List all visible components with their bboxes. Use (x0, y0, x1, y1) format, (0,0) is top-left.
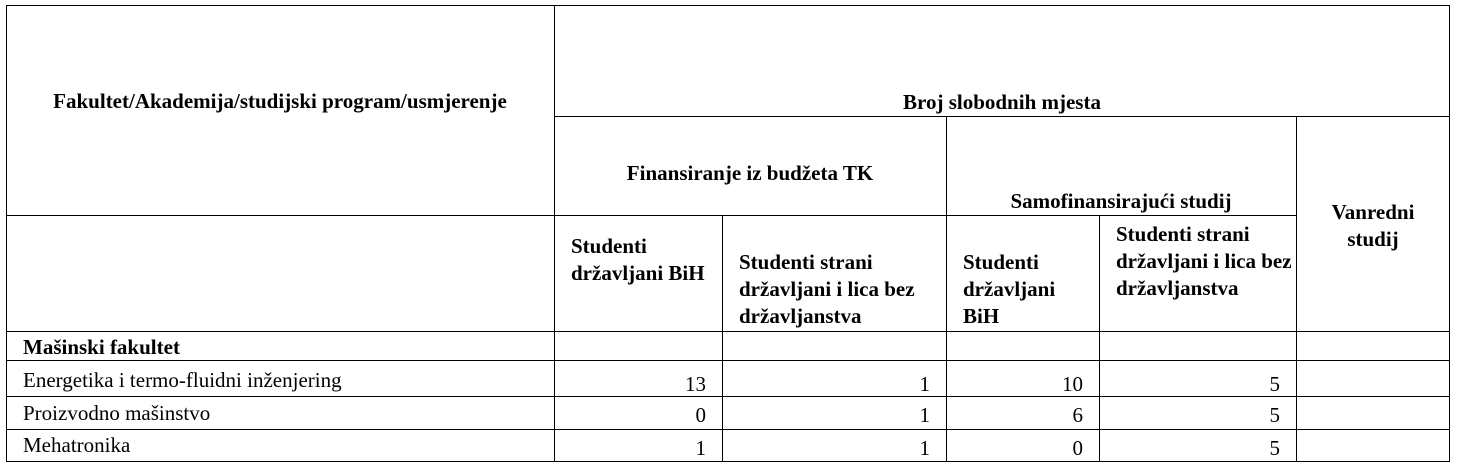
rule-under-free-places (554, 116, 1450, 117)
part-time-header: Vanredni studij (1331, 200, 1415, 251)
rule-under-faculty (6, 360, 1450, 361)
program-name: Energetika i termo-fluidni inženjering (23, 368, 342, 392)
self-financed-header: Samofinansirajući studij (1010, 189, 1232, 213)
free-places-table (6, 5, 1450, 462)
table-border-right (1449, 5, 1450, 462)
col-rule-self-end (1296, 116, 1297, 462)
free-places-header: Broj slobodnih mjesta (903, 90, 1101, 114)
budget-bih-value: 1 (695, 436, 706, 460)
budget-foreign-value: 1 (919, 372, 930, 396)
rule-row-2 (6, 429, 1450, 430)
budget-bih-value: 13 (685, 372, 706, 396)
table-border-left (6, 5, 7, 462)
program-name: Proizvodno mašinstvo (23, 401, 211, 425)
budget-foreign-value: 1 (919, 436, 930, 460)
self-foreign-value: 5 (1269, 403, 1280, 427)
self-bih-header: Studenti državljani BiH (963, 250, 1056, 328)
self-bih-value: 6 (1072, 403, 1083, 427)
rule-under-subgroups (6, 215, 1297, 216)
table-border-top (6, 5, 1450, 6)
self-bih-value: 10 (1062, 372, 1083, 396)
budget-header: Finansiranje iz budžeta TK (626, 161, 874, 185)
budget-foreign-header: Studenti strani državljani i lica bez državljanstva (739, 250, 915, 328)
budget-bih-header: Studenti državljani BiH (571, 234, 705, 285)
budget-bih-value: 0 (695, 403, 706, 427)
self-foreign-value: 5 (1269, 436, 1280, 460)
self-bih-value: 0 (1072, 436, 1083, 460)
table-border-bottom (6, 461, 1450, 462)
budget-foreign-value: 1 (919, 403, 930, 427)
self-foreign-header: Studenti strani državljani i lica bez državljanstva (1116, 222, 1292, 300)
rule-under-subheaders (6, 331, 1450, 332)
self-foreign-value: 5 (1269, 372, 1280, 396)
program-column-header: Fakultet/Akademija/studijski program/usmjerenje (53, 89, 507, 113)
faculty-name: Mašinski fakultet (23, 335, 180, 359)
program-name: Mehatronika (23, 433, 131, 457)
